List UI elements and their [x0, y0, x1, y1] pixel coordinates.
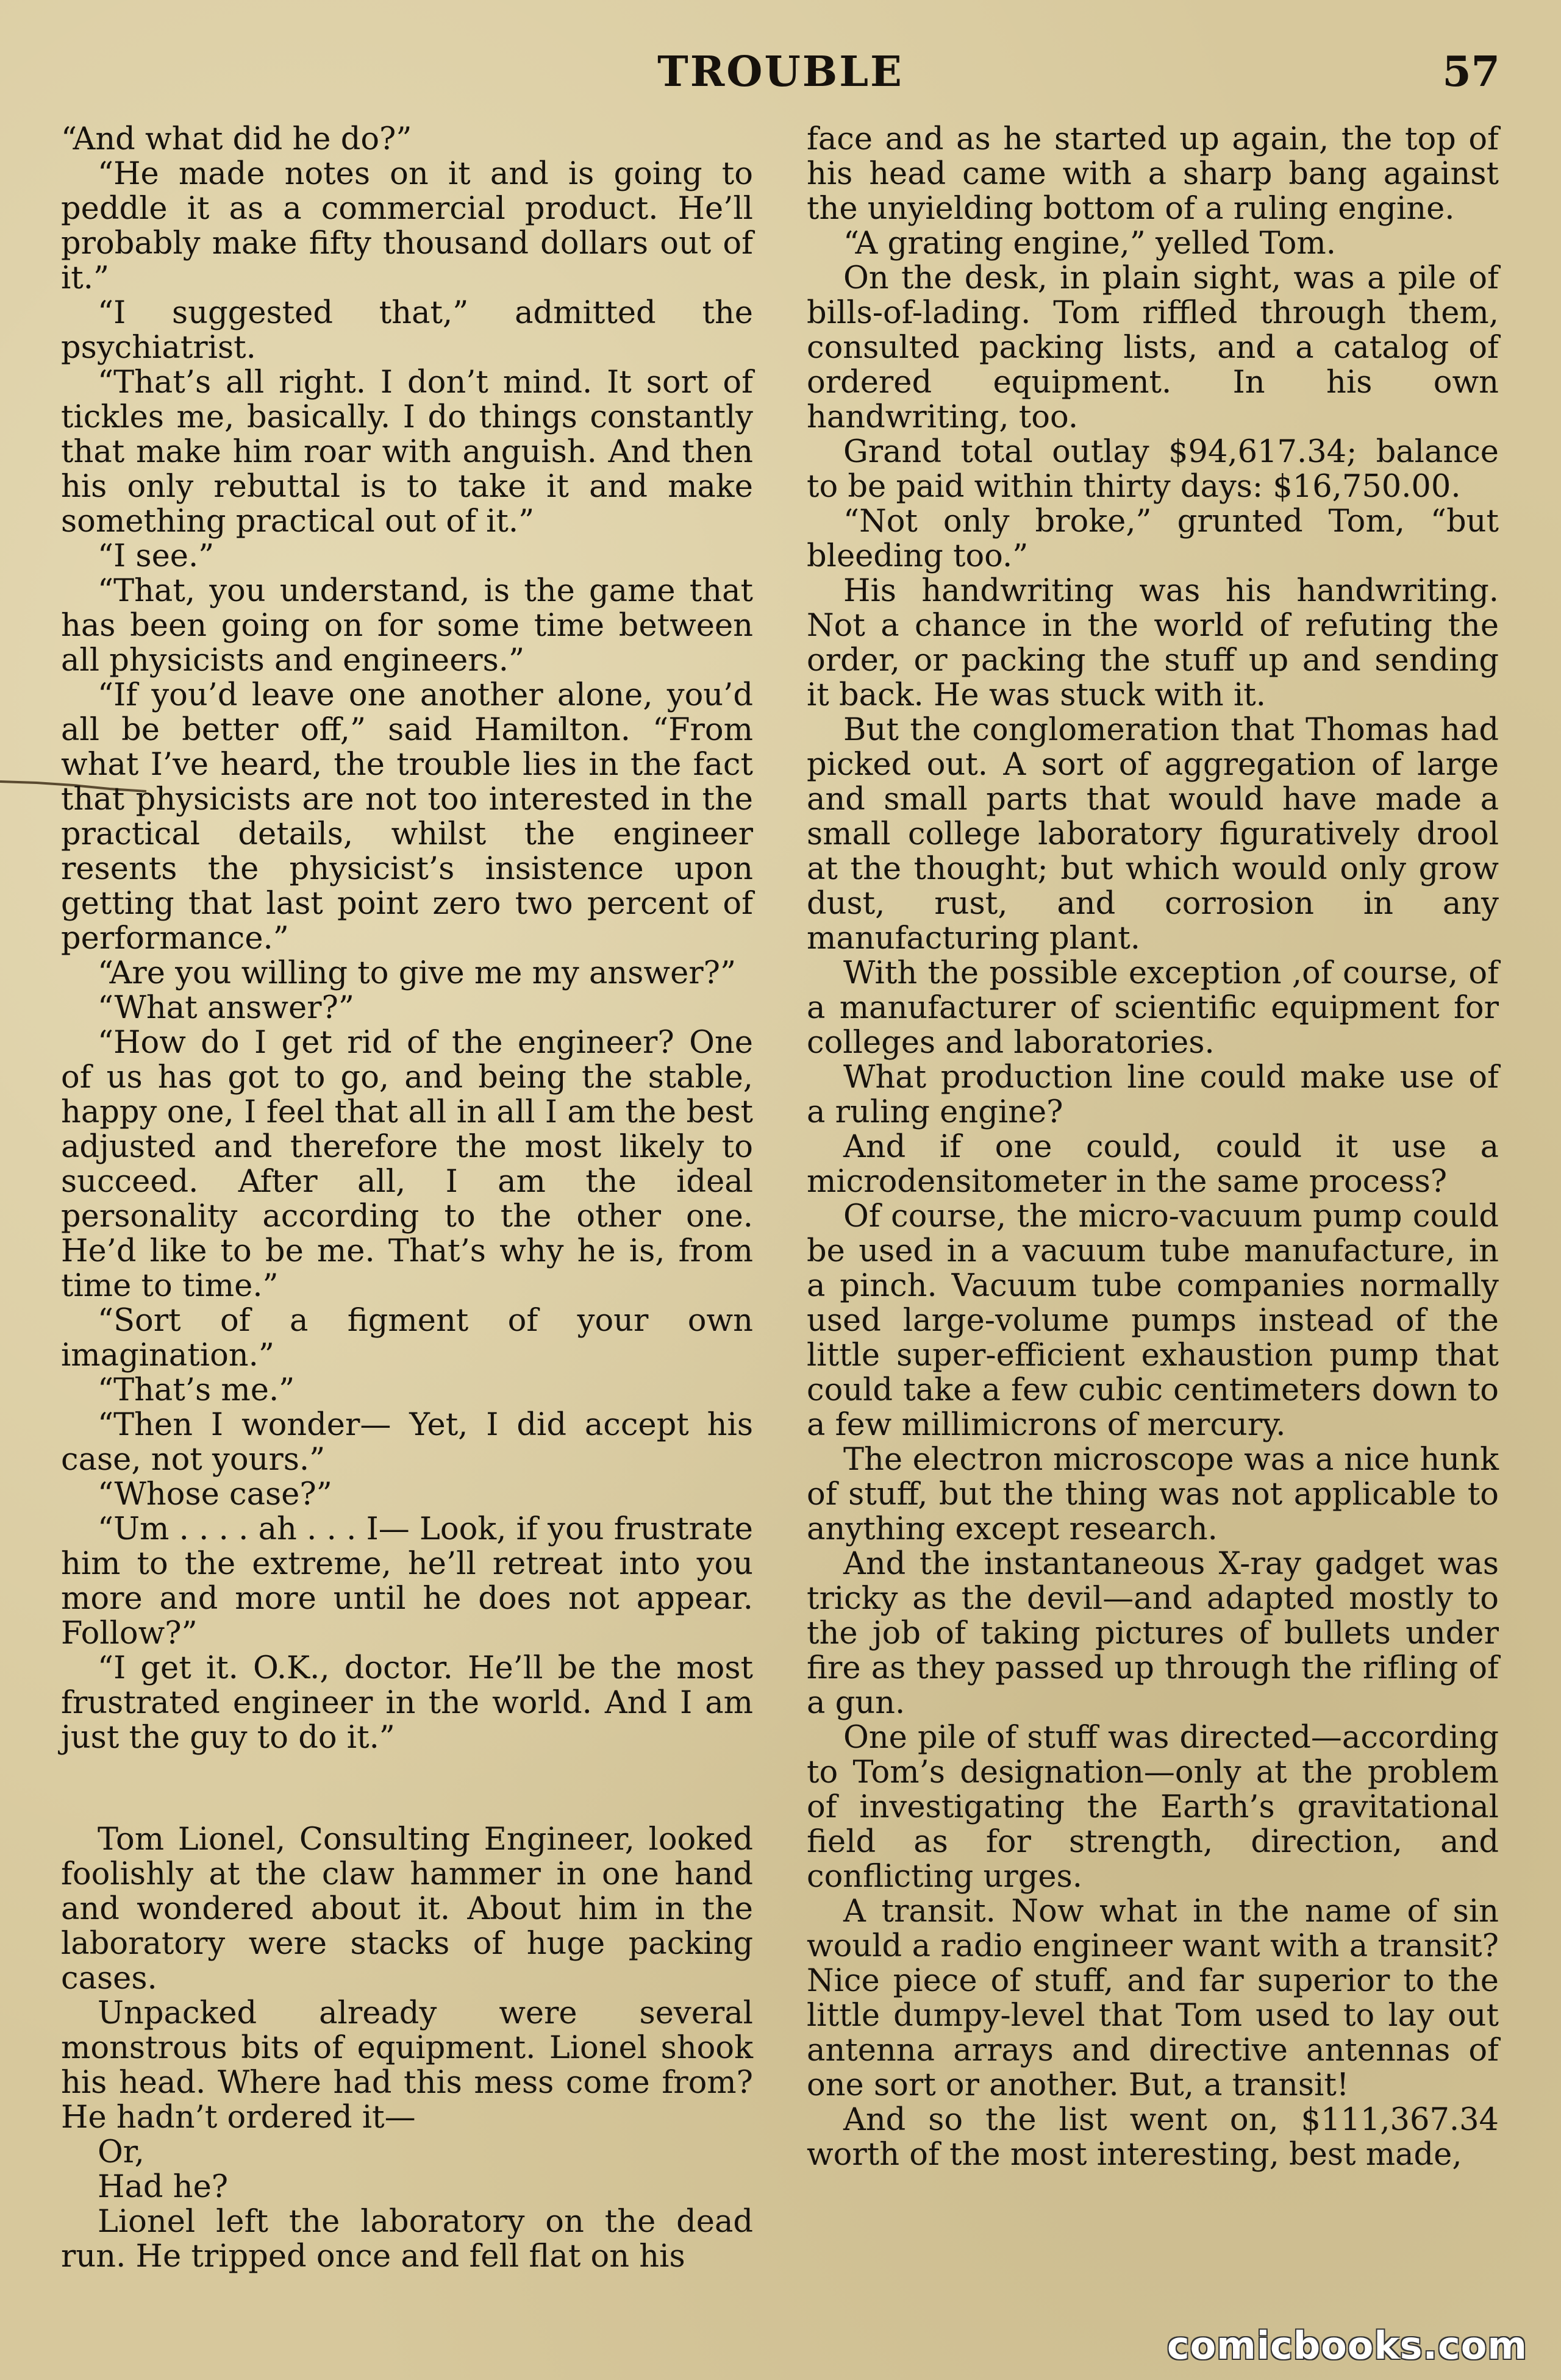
paragraph: “A grating engine,” yelled Tom. [843, 226, 1336, 262]
paragraph: With the possible exception ,of course, of a manufacturer of scientific equipment for colleges and laboratories. [807, 955, 1499, 1061]
paragraph: Or, [98, 2134, 145, 2170]
paragraph: “He made notes on it and is going to peddle it as a commercial product. He’ll probably make fifty thousand dollars out of it.” [61, 156, 753, 296]
watermark-logo: comicbooks.com [1166, 2323, 1527, 2368]
paragraph: And if one could, could it use a microdensitometer in the same process? [807, 1129, 1499, 1200]
paragraph: Unpacked already were several monstrous bits of equipment. Lionel shook his head. Where had this mess come from? He hadn’t ordered it— [61, 1995, 753, 2136]
paragraph: The electron microscope was a nice hunk of stuff, but the thing was not applicable to anything except research. [807, 1442, 1499, 1547]
paragraph: Tom Lionel, Consulting Engineer, looked foolishly at the claw hammer in one hand and wondered about it. About him in the laboratory were stacks of huge packing cases. [61, 1822, 753, 1997]
paragraph: Of course, the micro-vacuum pump could be used in a vacuum tube manufacture, in a pinch. Vacuum tube companies normally used large-volume pumps instead of the little super-efficient exhaustion pump that could take a few cubic centimeters down to a few millimicrons of mercury. [807, 1199, 1499, 1443]
paragraph: “And what did he do?” [61, 121, 412, 157]
left-text-column [61, 122, 753, 2274]
paragraph: “Sort of a figment of your own imagination.” [61, 1303, 753, 1373]
paragraph: What production line could make use of a ruling engine? [807, 1060, 1499, 1130]
paragraph: “I see.” [98, 538, 215, 574]
paragraph: “I get it. O.K., doctor. He’ll be the most frustrated engineer in the world. And I am just the guy to do it.” [61, 1650, 753, 1756]
paragraph: “Not only broke,” grunted Tom, “but bleeding too.” [807, 504, 1499, 574]
paragraph: On the desk, in plain sight, was a pile of bills-of-lading. Tom riffled through them, consulted packing lists, and a catalog of ordered equipment. In his own handwriting, too. [807, 260, 1499, 435]
paragraph: “Um . . . . ah . . . I— Look, if you frustrate him to the extreme, he’ll retreat into you more and more until he does not appear. Follow?” [61, 1511, 753, 1651]
paragraph: And so the list went on, $111,367.34 worth of the most interesting, best made, [807, 2102, 1499, 2173]
paragraph: Lionel left the laboratory on the dead run. He tripped once and fell flat on his [61, 2204, 753, 2275]
paragraph: “What answer?” [98, 990, 354, 1026]
paragraph: face and as he started up again, the top of his head came with a sharp bang against the unyielding bottom of a ruling engine. [807, 121, 1499, 227]
paragraph: One pile of stuff was directed—according to Tom’s designation—only at the problem of investigating the Earth’s gravitational field as for strength, direction, and conflicting urges. [807, 1720, 1499, 1895]
paragraph: A transit. Now what in the name of sin would a radio engineer want with a transit? Nice piece of stuff, and far superior to the little dumpy-level that Tom used to lay out antenna arrays and directive antennas of one sort or another. But, a transit! [807, 1894, 1499, 2103]
paragraph: His handwriting was his handwriting. Not a chance in the world of refuting the order, or packing the stuff up and sending it back. He was stuck with it. [807, 573, 1499, 713]
paragraph: But the conglomeration that Thomas had picked out. A sort of aggregation of large and small parts that would have made a small college laboratory figuratively drool at the thought; but which would only grow dust, rust, and corrosion in any manufacturing plant. [807, 712, 1499, 957]
right-text-column [807, 122, 1499, 2172]
paragraph: “If you’d leave one another alone, you’d all be better off,” said Hamilton. “From what I’ve heard, the trouble lies in the fact that physicists are not too interested in the practical details, whilst the engineer resents the physicist’s insistence upon getting that last point zero two percent of performance.” [61, 677, 753, 957]
paragraph: Grand total outlay $94,617.34; balance to be paid within thirty days: $16,750.00. [807, 434, 1499, 505]
paragraph: “That’s all right. I don’t mind. It sort of tickles me, basically. I do things constantly that make him roar with anguish. And then his only rebuttal is to take it and make something practical out of it.” [61, 365, 753, 540]
paragraph: And the instantaneous X-ray gadget was tricky as the devil—and adapted mostly to the job of taking pictures of bullets under fire as they passed up through the rifling of a gun. [807, 1546, 1499, 1721]
paragraph: “Whose case?” [98, 1477, 332, 1512]
paragraph: “Are you willing to give me my answer?” [98, 955, 737, 991]
page-number: 57 [1442, 48, 1500, 96]
paragraph: “I suggested that,” admitted the psychiatrist. [61, 295, 753, 366]
paragraph: “That’s me.” [98, 1372, 295, 1408]
running-header-title: TROUBLE [657, 48, 904, 96]
paragraph: “That, you understand, is the game that has been going on for some time between all physicists and engineers.” [61, 573, 753, 679]
paragraph: “Then I wonder— Yet, I did accept his case, not yours.” [61, 1407, 753, 1478]
paragraph: “How do I get rid of the engineer? One of us has got to go, and being the stable, happy one, I feel that all in all I am the best adjusted and therefore the most likely to succeed. After all, I am the ideal personality according to the other one. He’d like to be me. That’s why he is, from time to time.” [61, 1025, 753, 1304]
paragraph: Had he? [98, 2169, 229, 2205]
